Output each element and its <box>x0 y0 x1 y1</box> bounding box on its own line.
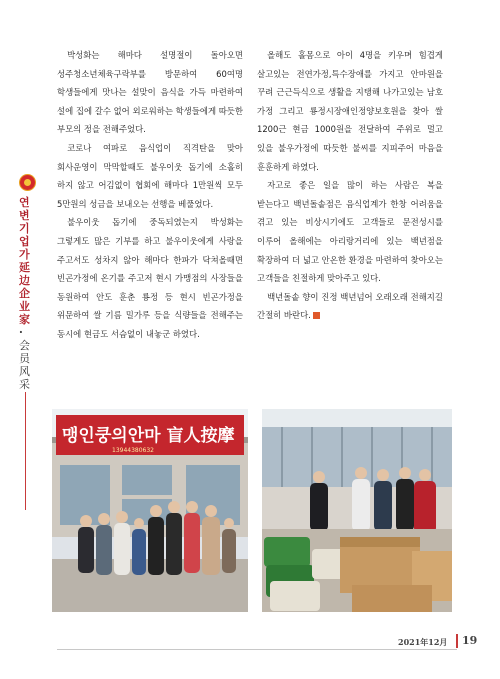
section-label-dot: · <box>19 326 23 339</box>
article-paragraph: 올해도 홀몸으로 아이 4명을 키우며 힘겹게 살고있는 전연가정,특수장애를 가지고 안마원을 꾸려 근근득식으로 생활을 지탱해 나가고있는 남호 가정 그리고 룡정시장애인정양보호원을 찾아 쌀 1200근 현금 1000원을 전달하여 주위로 멀고 있을 불우가정에 따듯한 불씨를 지피주어 마음을 훈훈하게 하였다. <box>257 50 443 172</box>
shop-sign-text: 맹인쿵의안마 盲人按摩 <box>62 426 235 446</box>
section-label-korean: 연변기업가 <box>19 196 30 261</box>
photo-group-storefront <box>52 409 248 612</box>
article-paragraph: 박성화는 해마다 설명절이 돌아오면 성주청소년체육구락부를 방문하여 60여명 학생들에게 맛나는 설맞이 음식을 가득 마련하여 설에 집에 갈수 없어 외로워하는 학생들에게 따듯한 부모의 정을 전해주었다. <box>57 50 243 135</box>
article-paragraph-text: 백년돌솥 향이 진정 백년넘어 오래오래 전해지길 간절히 바란다. <box>257 291 443 321</box>
footer-rule <box>57 649 457 650</box>
section-label <box>19 196 33 391</box>
section-divider <box>25 392 26 510</box>
issue-date: 2021年12月 <box>398 637 448 647</box>
shop-sign-phone: 13944380632 <box>112 447 154 454</box>
section-label-chinese: 延边企业家 <box>19 261 30 326</box>
section-label-chinese2: 会员风采 <box>19 339 30 391</box>
article-paragraph: 불우이웃 돕기에 중독되였는지 박성화는 그렇게도 많은 기부를 하고 불우이웃에게 사랑을 주고서도 성차지 않아 해마다 한파가 닥쳐올때면 빈곤가정에 온기를 주고저 현시 가맹점의 사장들을 동원하여 안도 훈춘 룡정 등 현시 빈곤가정을 위문하여 쌀 기름 밀가루 등을 식량들을 전해주는 동시에 현금도 서슴없이 내놓군 하였다. <box>57 217 243 339</box>
article-paragraph: 자고로 좋은 일을 많이 하는 사람은 복을 받는다고 백년돌솥점은 음식업계가 한창 어려움을 겪고 있는 비상시기에도 고객들로 문전성시를 이루어 올해에는 아리랑거리에 있는 백년점을 확장하여 더 넓고 안온한 환경을 마련하여 찾아오는 고객들을 친절하게 맞아주고 있다. <box>257 180 443 284</box>
end-mark-icon <box>313 312 320 319</box>
article-right-column <box>257 46 443 325</box>
photo-group-donations <box>262 409 452 612</box>
section-logo-icon <box>19 174 36 191</box>
article-paragraph-last <box>257 288 443 325</box>
photo-group-storefront-image <box>52 409 248 612</box>
article-paragraph: 코로나 여파로 음식업이 직격탄을 맞아 회사운영이 막막할때도 불우이웃 돕기에 소홀히 하지 않고 어김없이 협회에 해마다 1만원씩 모두 5만원의 성금을 보내오는 선행을 베풀었다. <box>57 142 243 209</box>
photo-group-donations-image <box>262 409 452 612</box>
page-number-separator <box>456 634 458 648</box>
article-left-column <box>57 46 243 344</box>
page-number: 19 <box>462 634 478 647</box>
